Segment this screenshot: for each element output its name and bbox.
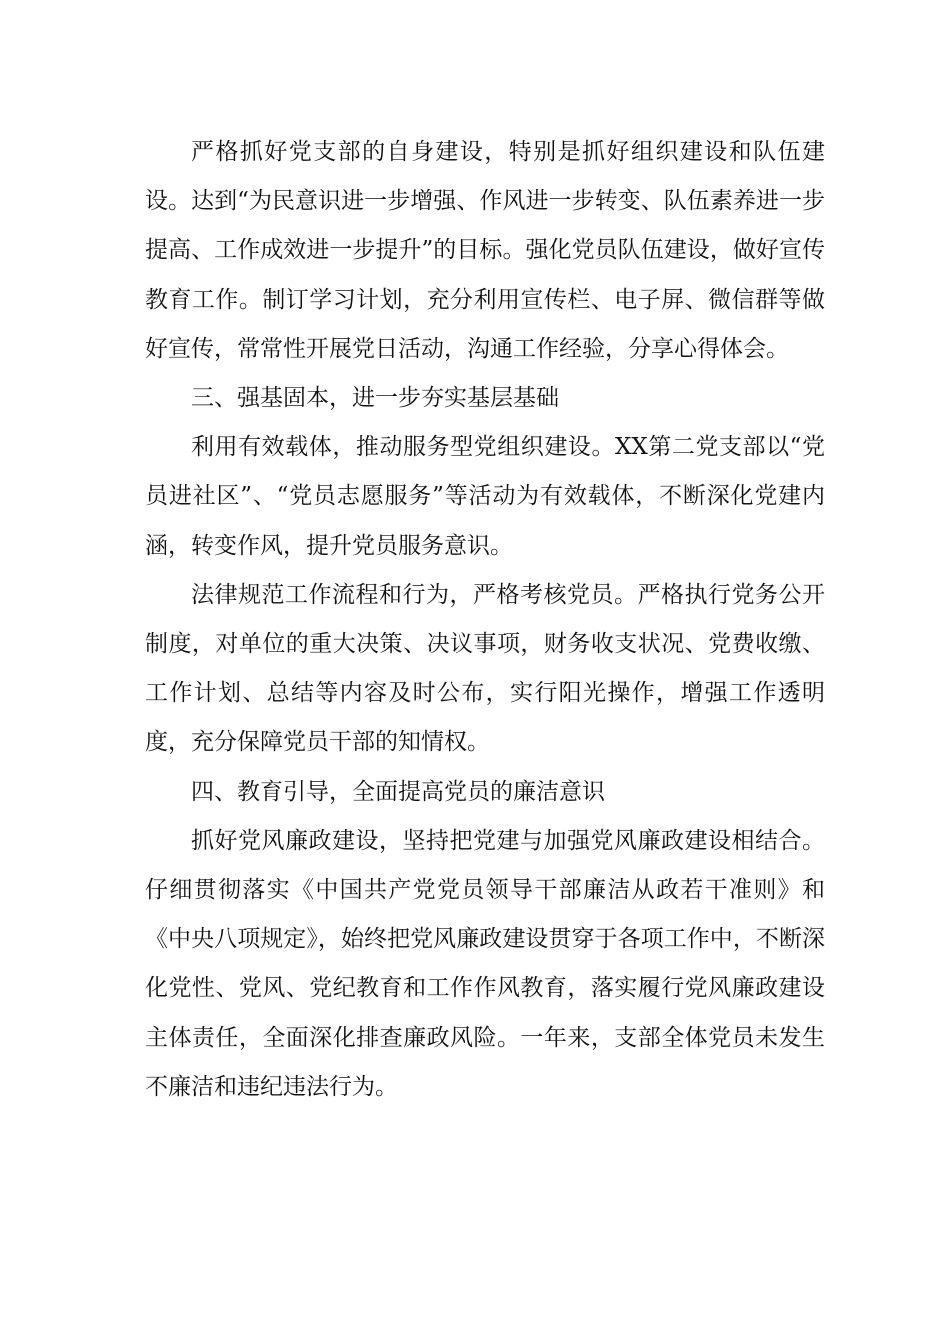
paragraph-team-building: 严格抓好党支部的自身建设，特别是抓好组织建设和队伍建设。达到“为民意识进一步增强、作风进一步转变、队伍素养进一步提高、工作成效进一步提升”的目标。强化党员队伍建设，做好宣传教育工作。制订学习计划，充分利用宣传栏、电子屏、微信群等做好宣传，常常性开展党日活动，沟通工作经验，分享心得体会。 — [145, 139, 825, 362]
document-body — [145, 128, 825, 1112]
section-heading-three: 三、强基固本，进一步夯实基层基础 — [191, 385, 559, 412]
paragraph-party-affairs-disclosure: 法律规范工作流程和行为，严格考核党员。严格执行党务公开制度，对单位的重大决策、决议事项，财务收支状况、党费收缴、工作计划、总结等内容及时公布，实行阳光操作，增强工作透明度，充分保障党员干部的知情权。 — [145, 581, 825, 756]
paragraph-integrity-building: 抓好党风廉政建设，坚持把党建与加强党风廉政建设相结合。仔细贯彻落实《中国共产党党员领导干部廉洁从政若干准则》和《中央八项规定》，始终把党风廉政建设贯穿于各项工作中，不断深化党性、党风、党纪教育和工作作风教育，落实履行党风廉政建设主体责任，全面深化排查廉政风险。一年来，支部全体党员未发生不廉洁和违纪违法行为。 — [145, 827, 825, 1100]
paragraph-service-carrier: 利用有效载体，推动服务型党组织建设。XX第二党支部以“党员进社区”、“党员志愿服务”等活动为有效载体，不断深化党建内涵，转变作风，提升党员服务意识。 — [145, 434, 825, 559]
section-heading-four: 四、教育引导，全面提高党员的廉洁意识 — [191, 778, 605, 805]
